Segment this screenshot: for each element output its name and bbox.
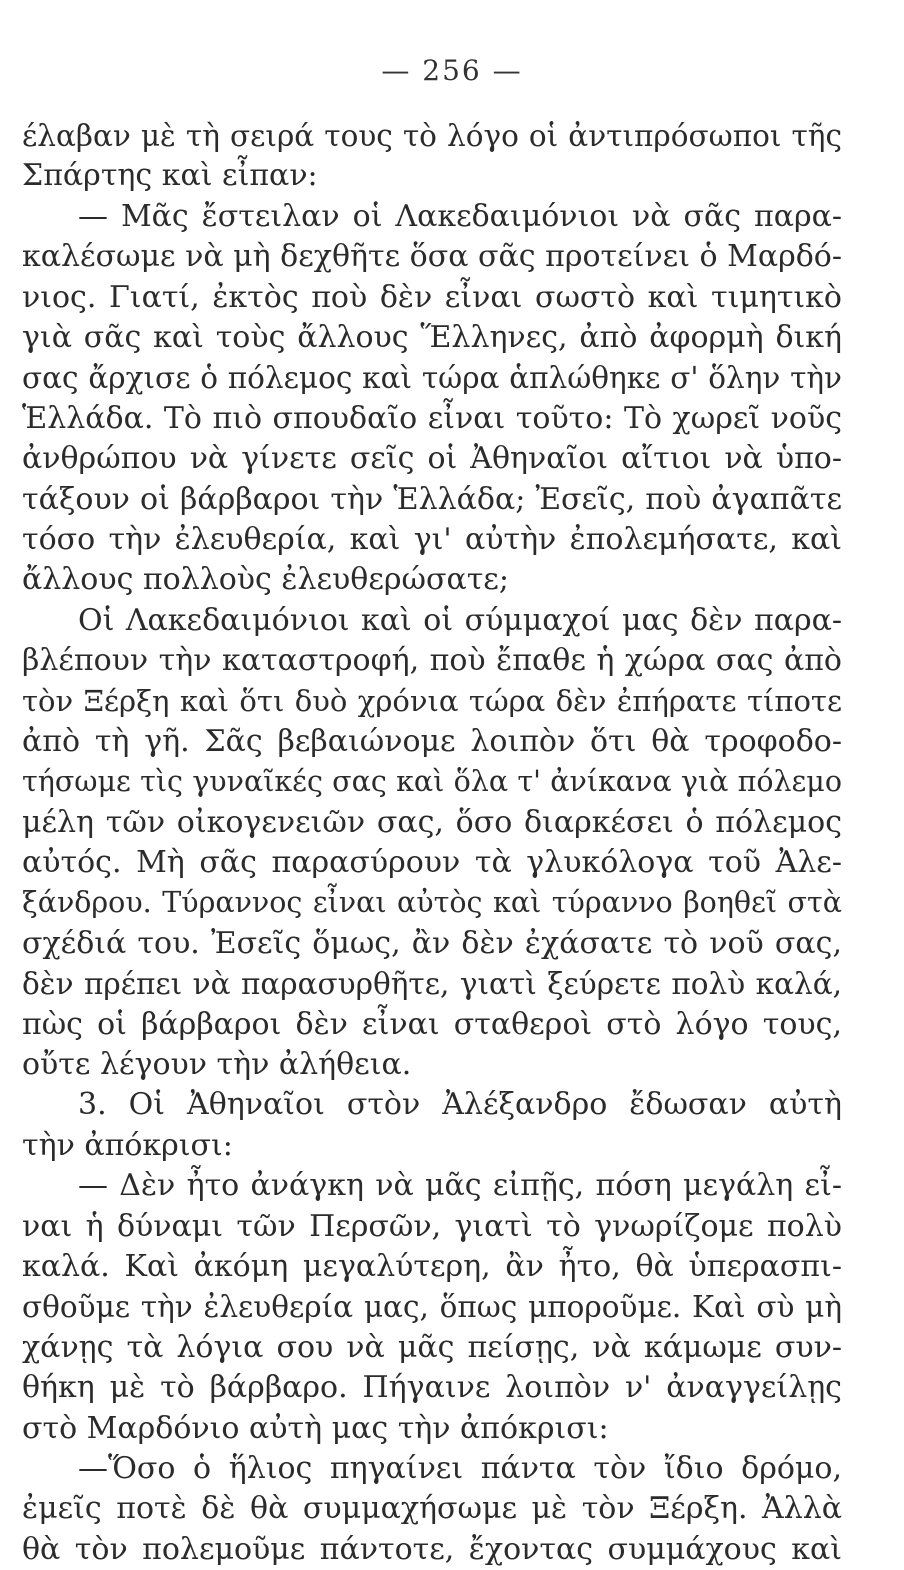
text-line: έλαβαν μὲ τὴ σειρά τους τὸ λόγο οἱ ἀντιπρόσωποι τῆς <box>22 119 842 153</box>
text-line: χάνῃς τὰ λόγια σου νὰ μᾶς πείσῃς, νὰ κάμωμε συν- <box>22 1329 842 1365</box>
text-line: δὲν πρέπει νὰ παρασυρθῆτε, γιατὶ ξεύρετε πολὺ καλά, <box>22 967 842 1002</box>
text-line: τήσωμε τὶς γυναῖκές σας καὶ ὅλα τ' ἀνίκανα γιὰ πόλεμο <box>22 765 842 799</box>
text-line: θήκη μὲ τὸ βάρβαρο. Πήγαινε λοιπὸν ν' ἀναγγείλῃς <box>22 1370 842 1406</box>
text-line: Ἑλλάδα. Τὸ πιὸ σπουδαῖο εἶναι τοῦτο: Τὸ χωρεῖ νοῦς <box>22 400 842 436</box>
text-line: τάξουν οἱ βάρβαροι τὴν Ἑλλάδα; Ἐσεῖς, ποὺ ἀγαπᾶτε <box>22 481 842 517</box>
text-line: τὸν Ξέρξη καὶ ὅτι δυὸ χρόνια τώρα δὲν ἐπήρατε τίποτε <box>22 684 842 719</box>
text-line: αὐτός. Μὴ σᾶς παρασύρουν τὰ γλυκόλογα τοῦ Ἀλε- <box>22 845 842 881</box>
text-line: Σπάρτης καὶ εἶπαν: <box>22 158 318 194</box>
text-line: οὔτε λέγουν τὴν ἀλήθεια. <box>22 1046 412 1082</box>
text-line: τὴν ἀπόκρισι: <box>22 1127 233 1163</box>
text-line: ἄλλους πολλοὺς ἐλευθερώσατε; <box>22 562 509 598</box>
text-line: —Ὅσο ὁ ἥλιος πηγαίνει πάντα τὸν ἴδιο δρόμο, <box>78 1450 842 1486</box>
text-line: — Μᾶς ἔστειλαν οἱ Λακεδαιμόνιοι νὰ σᾶς παρα- <box>78 198 842 234</box>
text-line: ναι ἡ δύναμι τῶν Περσῶν, γιατὶ τὸ γνωρίζομε πολὺ <box>22 1208 842 1244</box>
text-line: πὼς οἱ βάρβαροι δὲν εἶναι σταθεροὶ στὸ λόγο τους, <box>22 1006 842 1042</box>
text-line: ἀπὸ τὴ γῆ. Σᾶς βεβαιώνομε λοιπὸν ὅτι θὰ τροφοδο- <box>22 723 842 759</box>
text-line: 3. Οἱ Ἀθηναῖοι στὸν Ἀλέξανδρο ἔδωσαν αὐτὴ <box>78 1087 842 1123</box>
text-line: στὸ Μαρδόνιο αὐτὴ μας τὴν ἀπόκρισι: <box>22 1410 609 1446</box>
text-line: ἐμεῖς ποτὲ δὲ θὰ συμμαχήσωμε μὲ τὸν Ξέρξη. Ἀλλὰ <box>22 1491 842 1527</box>
text-line: ξάνδρου. Τύραννος εἶναι αὐτὸς καὶ τύραννο βοηθεῖ στὰ <box>22 886 842 920</box>
text-line: τόσο τὴν ἐλευθερία, καὶ γι' αὐτὴν ἐπολεμήσατε, καὶ <box>22 521 842 557</box>
text-line: θὰ τὸν πολεμοῦμε πάντοτε, ἔχοντας συμμάχους καὶ <box>22 1531 842 1567</box>
text-line: Οἱ Λακεδαιμόνιοι καὶ οἱ σύμμαχοί μας δὲν παρα- <box>78 602 842 638</box>
text-line: σας ἄρχισε ὁ πόλεμος καὶ τώρα ἁπλώθηκε σ' ὅλην τὴν <box>22 361 842 396</box>
text-line: καλέσωμε νὰ μὴ δεχθῆτε ὅσα σᾶς προτείνει ὁ Μαρδό- <box>22 239 842 275</box>
text-line: μέλη τῶν οἰκογενειῶν σας, ὅσο διαρκέσει ὁ πόλεμος <box>22 804 842 840</box>
text-line: σχέδιά του. Ἐσεῖς ὅμως, ἂν δὲν ἐχάσατε τὸ νοῦ σας, <box>22 925 842 961</box>
page-number: — 256 — <box>381 54 523 87</box>
text-line: σθοῦμε τὴν ἐλευθερία μας, ὅπως μποροῦμε. Καὶ σὺ μὴ <box>22 1290 842 1325</box>
text-line: ἀνθρώπου νὰ γίνετε σεῖς οἱ Ἀθηναῖοι αἴτιοι νὰ ὑπο- <box>22 441 842 477</box>
body-text <box>22 116 842 1570</box>
text-line: — Δὲν ἦτο ἀνάγκη νὰ μᾶς εἰπῇς, πόση μεγάλη εἶ- <box>78 1168 842 1204</box>
text-line: νιος. Γιατί, ἐκτὸς ποὺ δὲν εἶναι σωστὸ καὶ τιμητικὸ <box>22 279 842 315</box>
text-line: καλά. Καὶ ἀκόμη μεγαλύτερη, ἂν ἦτο, θὰ ὑπερασπι- <box>22 1248 842 1284</box>
text-line: γιὰ σᾶς καὶ τοὺς ἄλλους Ἕλληνες, ἀπὸ ἀφορμὴ δική <box>22 319 842 355</box>
text-line: βλέπουν τὴν καταστροφή, ποὺ ἔπαθε ἡ χώρα σας ἀπὸ <box>22 643 842 679</box>
